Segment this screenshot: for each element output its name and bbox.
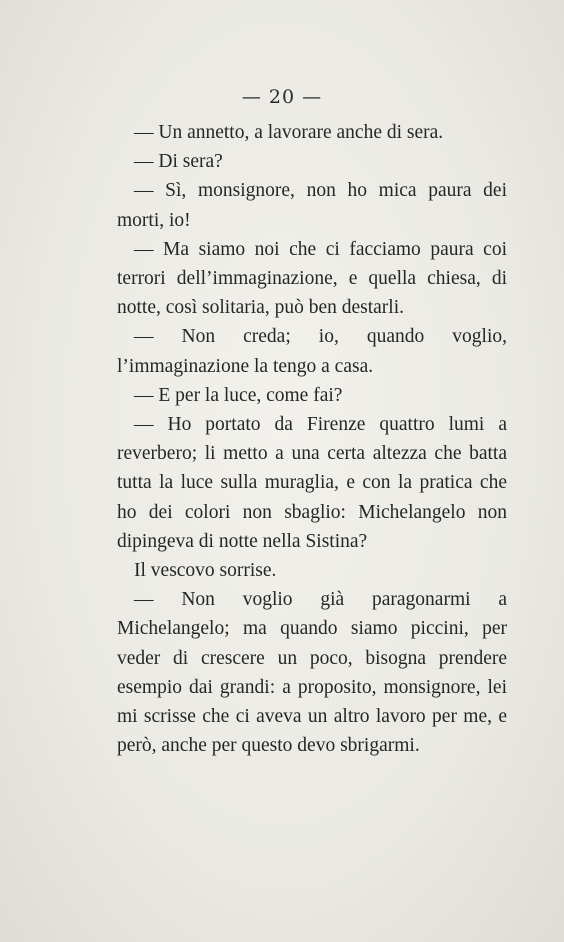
paragraph-4: — Ma siamo noi che ci facciamo paura coi terrori dell’immaginazione, e quella chiesa, di notte, così solitaria, può ben destarli. <box>117 238 507 319</box>
paragraph-2: — Di sera? <box>134 151 223 173</box>
body-text <box>117 118 507 760</box>
page-number: — 20 — <box>241 86 323 108</box>
paragraph-7: — Ho portato da Firenze quattro lumi a reverbero; li metto a una certa altezza che batta tutta la luce sulla muraglia, e con la pratica che ho dei colori non sbaglio: Michelangelo non dipingeva di notte nella Sistina? <box>117 414 507 552</box>
paragraph-6: — E per la luce, come fai? <box>134 384 343 406</box>
paragraph-1: — Un annetto, a lavorare anche di sera. <box>134 122 444 143</box>
paragraph-5: — Non creda; io, quando voglio, l’immaginazione la tengo a casa. <box>117 326 507 377</box>
paragraph-9: — Non voglio già paragonarmi a Michelangelo; ma quando siamo piccini, per veder di crescere un poco, bisogna prendere esempio dai grandi: a proposito, monsignore, lei mi scrisse che ci aveva un altro lavoro per me, e però, anche per questo devo sbrigarmi. <box>117 589 507 757</box>
paragraph-3: — Sì, monsignore, non ho mica paura dei morti, io! <box>117 180 507 231</box>
paragraph-8: Il vescovo sorrise. <box>134 560 277 582</box>
